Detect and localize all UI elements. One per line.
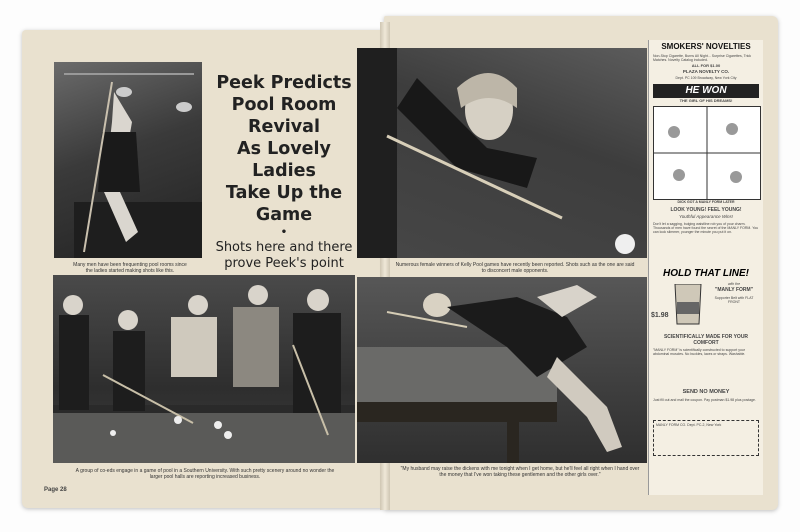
ad-intro-text: Non-Stop Cigarette, Burns All Night... Surprise Cigarettes, Trick Matches. Novelty Catalog included. [653, 54, 752, 63]
ad-comic-caption: DICK GOT A MANLY FORM LATER [677, 200, 735, 204]
headline-line-4: Take Up the Game [225, 183, 343, 225]
ad-header-smokers: SMOKERS' NOVELTIES [661, 42, 751, 51]
ad-company: PLAZA NOVELTY CO. [682, 69, 730, 74]
woman-cue-scene [357, 48, 647, 258]
ad-product-sub: Supporter Belt with FLAT FRONT [714, 296, 754, 305]
ad-address: Dept. PC 109 Broadway, New York City [675, 76, 737, 80]
caption-trick-shot: Many men have been frequenting pool rooms since the ladies started making shots like this. [73, 262, 187, 274]
coeds-scene [53, 275, 355, 463]
ad-he-won-banner: HE WON [653, 84, 759, 98]
caption-acrobatic: "My husband may raise the dickens with me tonight when I get home, but he'll feel all right when I hand over the money that I've won taking these gentlemen and the other girls over." [400, 466, 640, 478]
caption-coeds: A group of co-eds engage in a game of pool in a Southern University. With such pretty scenery around no wonder the larger pool halls are reporting increased business. [75, 468, 335, 480]
bullet-1: • [280, 227, 288, 238]
advertisement-column [648, 40, 763, 495]
ad-details: "MANLY FORM" is scientifically constructed to support your abdominal muscles. No buckles, laces or straps. Washable. [653, 348, 746, 357]
acrobatic-scene [357, 277, 647, 463]
comic-panels [654, 107, 760, 199]
article-title [205, 72, 363, 286]
ad-price-line: ALL FOR $1.00 [691, 63, 721, 68]
ad-body-text: Don't let a sagging, bulging waistline rob you of your charm. Thousands of men have found the secret of the MANLY FORM. You can look slimmer, younger the minute you put it on. [653, 222, 759, 235]
headline-line-2: Pool Room Revival [231, 95, 337, 137]
photo-woman-cue [357, 48, 647, 258]
ad-he-won-sub: THE GIRL OF HIS DREAMS! [679, 98, 733, 103]
headline-line-1: Peek Predicts [216, 73, 352, 93]
ad-look-young: LOOK YOUNG! FEEL YOUNG! [670, 207, 742, 213]
ad-look-young-sub: Youthful Appearance Wins! [678, 214, 734, 219]
ad-product-figure [671, 284, 705, 328]
manly-form-figure [671, 284, 705, 328]
ad-product-name: "MANLY FORM" [714, 287, 754, 293]
page-number-left: Page 28 [44, 487, 67, 493]
subhead-line-2: prove Peek's point [224, 256, 344, 271]
ad-send-text: Just fill out and mail the coupon. Pay postman $1.98 plus postage. [653, 398, 756, 402]
ad-price: $1.98 [651, 312, 669, 319]
trick-shot-figure [54, 62, 202, 258]
caption-woman-cue: Numerous female winners of Kelly Pool games have recently been reported. Shots such as the one are said to disconcert male opponents. [395, 262, 635, 274]
ad-coupon: MANLY FORM CO. Dept. PC-2, New York [653, 420, 759, 456]
ad-with-the: with the [727, 282, 741, 286]
ad-scientific: SCIENTIFICALLY MADE FOR YOUR COMFORT [663, 334, 749, 346]
photo-acrobatic-shot [357, 277, 647, 463]
ad-comic-strip [653, 106, 761, 200]
headline-line-3: As Lovely Ladies [237, 139, 331, 181]
ad-hold-that-line: HOLD THAT LINE! [663, 268, 749, 279]
photo-trick-shot [54, 62, 202, 258]
ad-send-no-money: SEND NO MONEY [682, 389, 730, 395]
subhead-line-1: Shots here and there [215, 240, 353, 255]
photo-coeds-pool [53, 275, 355, 463]
